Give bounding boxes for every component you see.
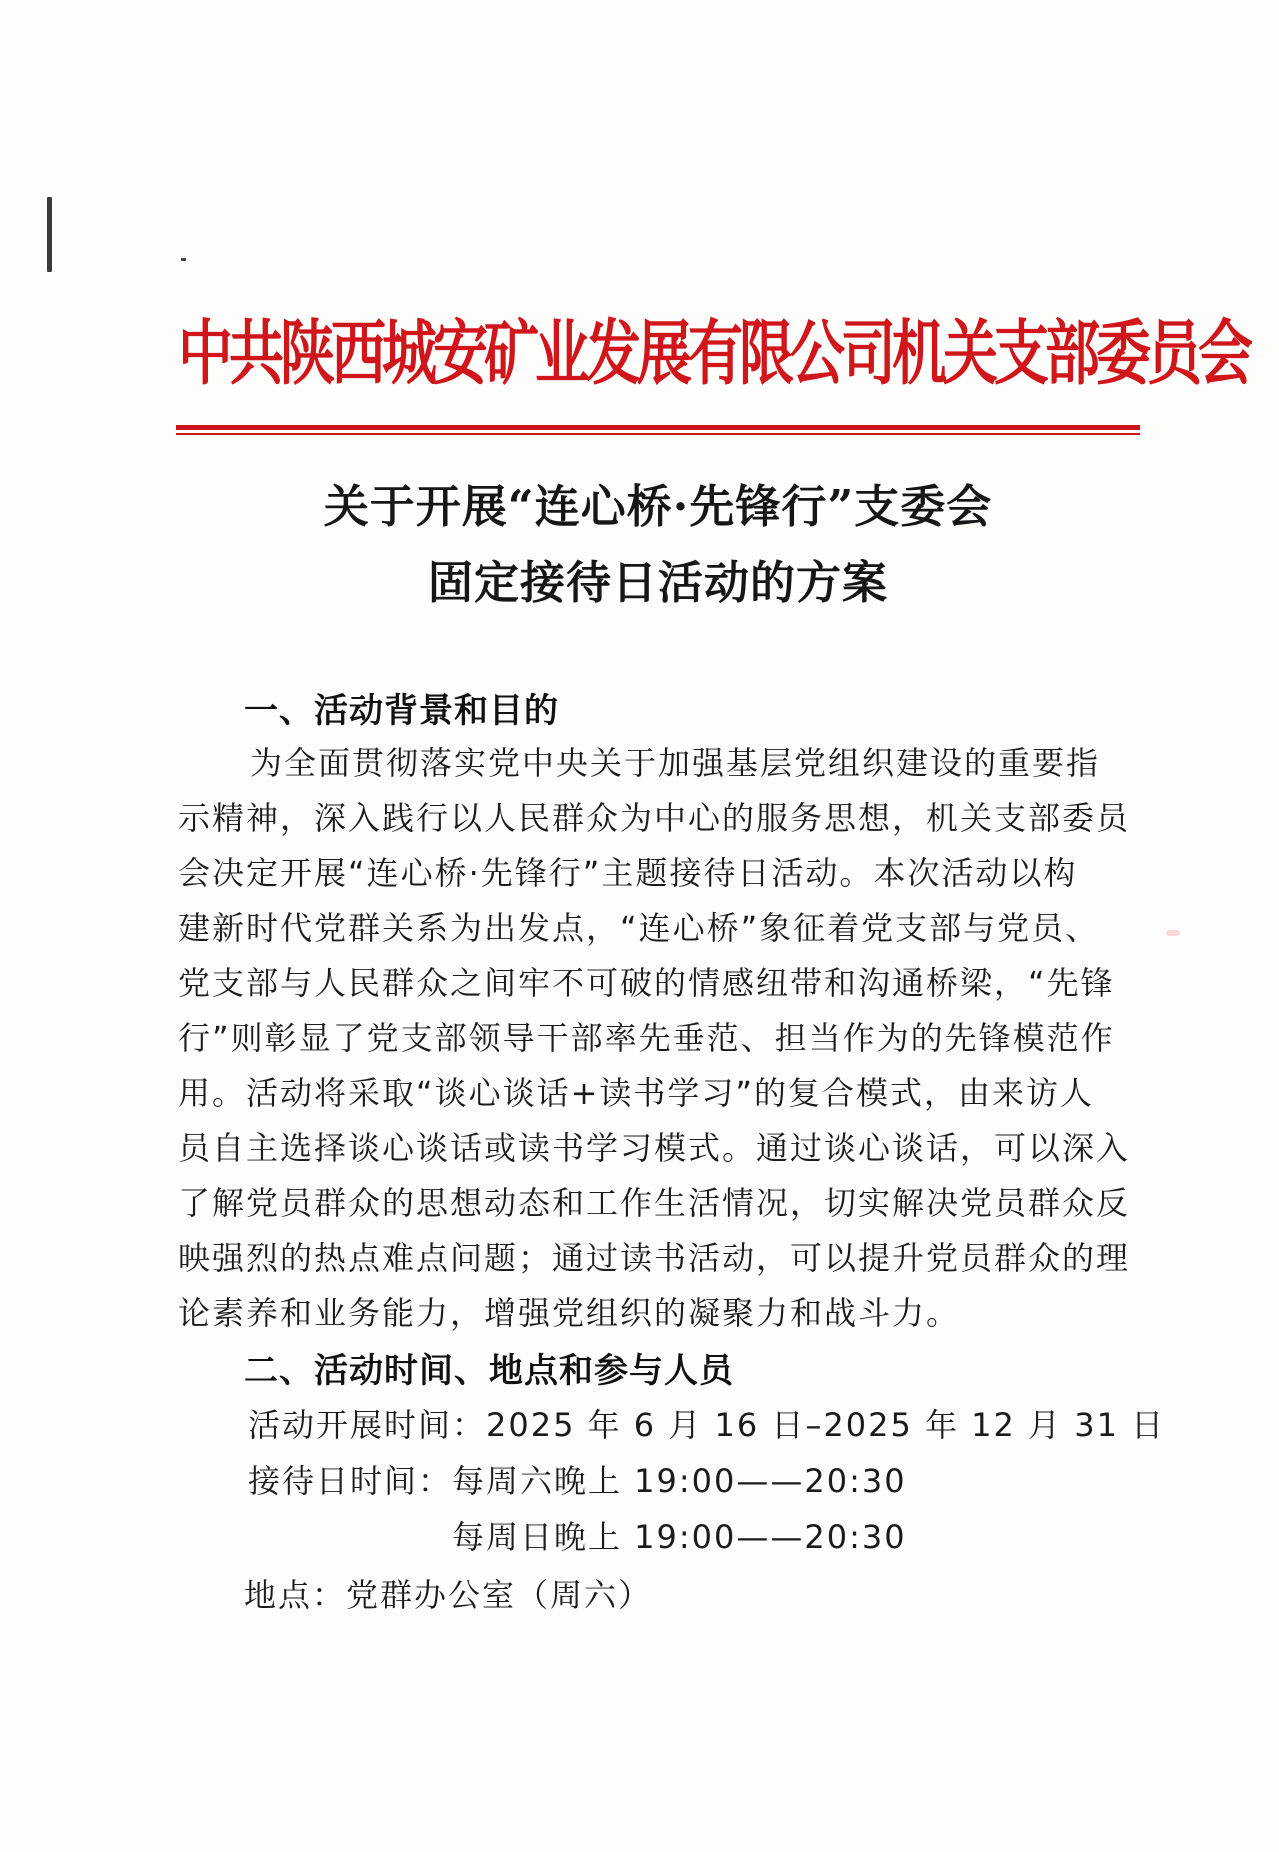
paragraph-line: 会决定开展“连心桥·先锋行”主题接待日活动。本次活动以构 xyxy=(178,854,1078,892)
document-title-line-1: 关于开展“连心桥·先锋行”支委会 xyxy=(323,480,993,533)
paragraph-line: 了解党员群众的思想动态和工作生活情况，切实解决党员群众反 xyxy=(178,1184,1131,1222)
paragraph-line: 用。活动将采取“谈心谈话+读书学习”的复合模式，由来访人 xyxy=(178,1074,1094,1112)
paragraph-line: 示精神，深入践行以人民群众为中心的服务思想，机关支部委员 xyxy=(178,799,1131,837)
scan-dot xyxy=(181,258,186,261)
section-2-heading: 二、活动时间、地点和参与人员 xyxy=(244,1351,734,1391)
reception-saturday: 每周六晚上 19:00——20:30 xyxy=(452,1462,907,1500)
paragraph-line: 论素养和业务能力，增强党组织的凝聚力和战斗力。 xyxy=(178,1294,961,1332)
letterhead-org-name: 中共陕西城安矿业发展有限公司机关支部委员会 xyxy=(178,310,1250,394)
paragraph-line: 行”则彰显了党支部领导干部率先垂范、担当作为的先锋模范作 xyxy=(178,1019,1115,1057)
location-line: 地点：党群办公室（周六） xyxy=(244,1576,653,1614)
activity-period: 活动开展时间：2025 年 6 月 16 日–2025 年 12 月 31 日 xyxy=(248,1406,1166,1444)
paragraph-line: 映强烈的热点难点问题；通过读书活动，可以提升党员群众的理 xyxy=(178,1239,1131,1277)
paragraph-line: 党支部与人民群众之间牢不可破的情感纽带和沟通桥梁，“先锋 xyxy=(178,964,1115,1002)
paragraph-line: 员自主选择谈心谈话或读书学习模式。通过谈心谈话，可以深入 xyxy=(178,1129,1131,1167)
paragraph-line: 建新时代党群关系为出发点，“连心桥”象征着党支部与党员、 xyxy=(178,909,1100,947)
letterhead-red-rule-thin xyxy=(176,433,1140,435)
paragraph-line: 为全面贯彻落实党中央关于加强基层党组织建设的重要指 xyxy=(250,744,1101,782)
section-1-heading: 一、活动背景和目的 xyxy=(244,691,559,731)
reception-label: 接待日时间： xyxy=(248,1462,453,1500)
letterhead-red-rule xyxy=(176,425,1140,430)
document-title-line-2: 固定接待日活动的方案 xyxy=(427,556,888,609)
scan-edge-mark xyxy=(47,197,52,272)
reception-sunday: 每周日晚上 19:00——20:30 xyxy=(452,1518,907,1556)
ink-smudge xyxy=(1166,930,1180,936)
